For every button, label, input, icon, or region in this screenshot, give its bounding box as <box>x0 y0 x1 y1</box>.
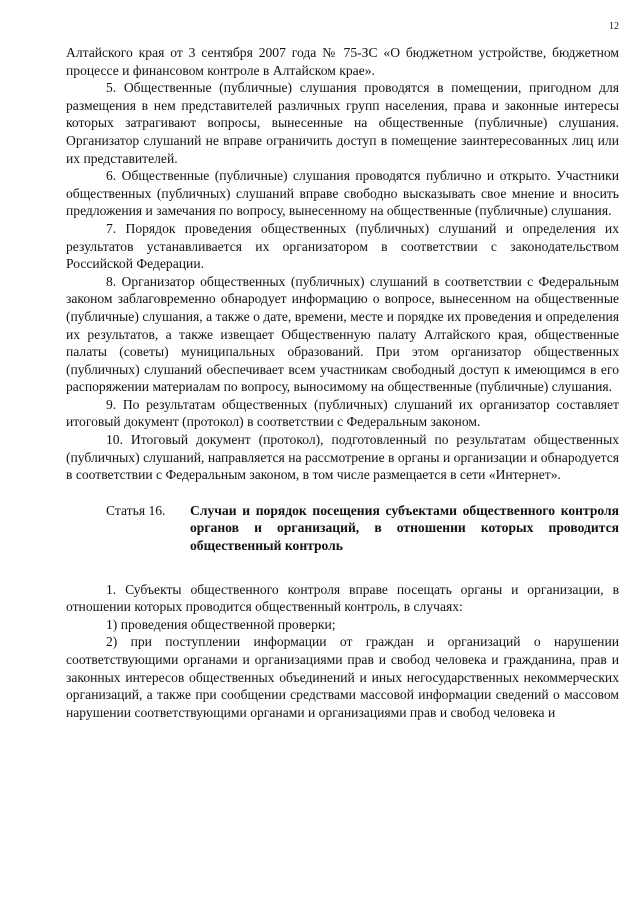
paragraph-item-7: 7. Порядок проведения общественных (публичных) слушаний и определения их результатов устанавливается их организатором в соответствии с законодательством Российской Федерации. <box>66 220 619 272</box>
paragraph-item-10: 10. Итоговый документ (протокол), подготовленный по результатам общественных (публичных) слушаний, направляется на рассмотрение в органы и организации и обнародуется в соответствии с Федеральным законом, в том числе размещается в сети «Интернет». <box>66 432 619 483</box>
article-number: Статья 16. <box>106 502 166 518</box>
page-number: 12 <box>609 21 619 32</box>
document-body <box>66 44 619 721</box>
paragraph-subitem-2: 2) при поступлении информации от граждан и организаций о нарушении соответствующими органами и организациями прав и свобод человека и гражданина, прав и законных интересов общественных объединений и иных негосударственных некоммерческих организаций, а также при сообщении средствами массовой информации сведений о массовом нарушении соответствующими органами и организациями прав и свобод человека и <box>66 634 619 720</box>
paragraph-item-5: 5. Общественные (публичные) слушания проводятся в помещении, пригодном для размещения в нем представителей различных групп населения, права и законные интересы которых затрагивают вопросы, вынесенные на общественные (публичные) слушания. Организатор слушаний не вправе ограничить доступ в помещение заинтересованных лиц или их представителей. <box>66 80 619 166</box>
paragraph-article-item-1: 1. Субъекты общественного контроля вправе посещать органы и организации, в отношении которых проводится общественный контроль, в случаях: <box>66 581 619 615</box>
paragraph-subitem-1: 1) проведения общественной проверки; <box>106 616 336 632</box>
paragraph-item-6: 6. Общественные (публичные) слушания проводятся публично и открыто. Участники общественных (публичных) слушаний вправе свободно высказывать свое мнение и вносить предложения и замечания по вопросу, вынесенному на общественные (публичные) слушания. <box>66 168 619 219</box>
paragraph-item-8: 8. Организатор общественных (публичных) слушаний в соответствии с Федеральным законом заблаговременно обнародует информацию о вопросе, вынесенном на общественные (публичные) слушания, а также о дате, времени, месте и порядке их проведения и определения их результатов, а также извещает Общественную палату Алтайского края, общественные палаты (советы) муниципальных образований. При этом организатор общественных (публичных) слушаний обеспечивает всем участникам свободный доступ к имеющимся в его распоряжении материалам по вопросу, выносимому на общественные (публичные) слушания. <box>66 273 619 395</box>
paragraph-item-9: 9. По результатам общественных (публичных) слушаний их организатор составляет итоговый документ (протокол) в соответствии с Федеральным законом. <box>66 396 619 430</box>
article-heading <box>66 502 619 555</box>
article-title: Случаи и порядок посещения субъектами общественного контроля органов и организаций, в отношении которых проводится общественный контроль <box>190 502 619 554</box>
paragraph-continuation: Алтайского края от 3 сентября 2007 года № 75-ЗС «О бюджетном устройстве, бюджетном процессе и финансовом контроле в Алтайском крае». <box>66 45 619 78</box>
